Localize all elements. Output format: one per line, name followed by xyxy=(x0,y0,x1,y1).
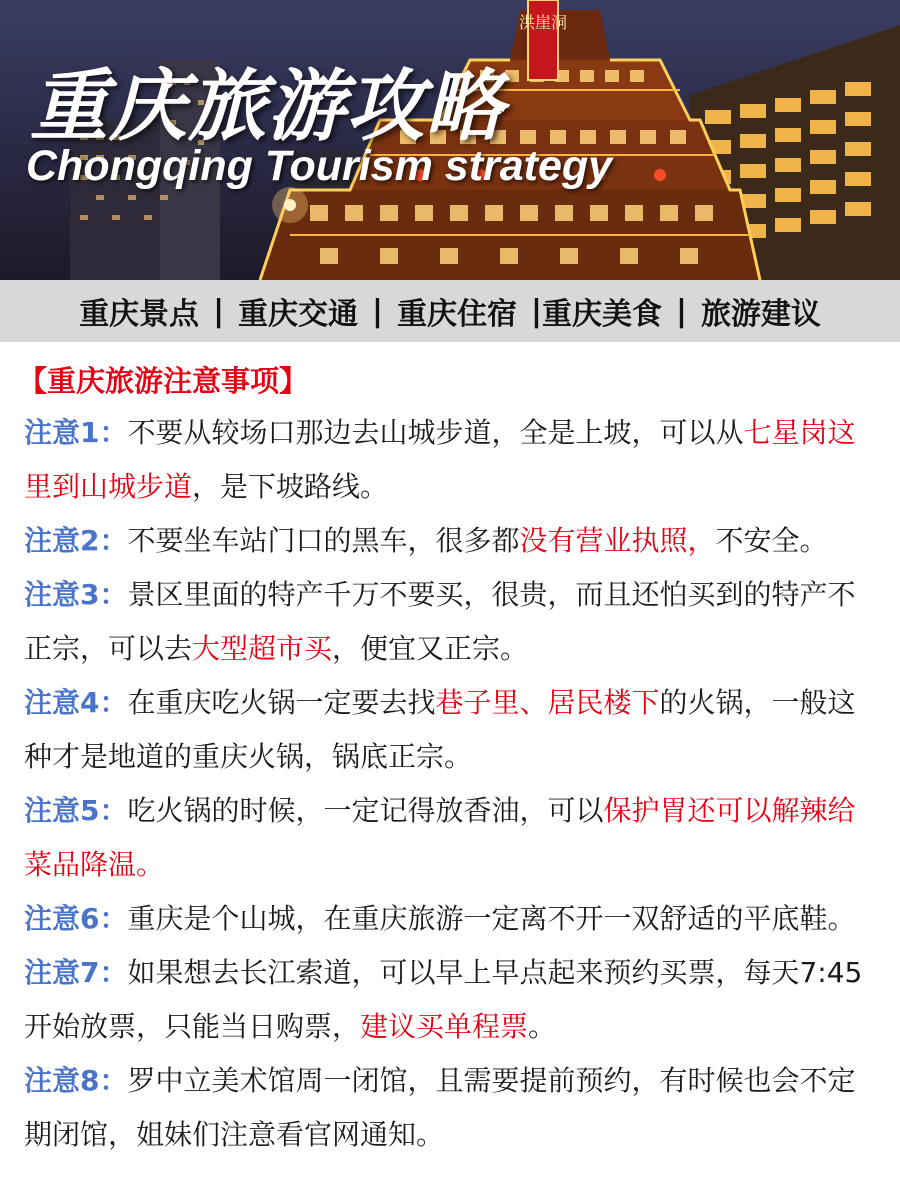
note-highlight: 大型超市买 xyxy=(192,632,333,665)
note-label: 注意6： xyxy=(24,902,128,935)
note-label: 注意7： xyxy=(24,956,128,989)
note-highlight: 建议买单程票 xyxy=(360,1010,529,1043)
nav-separator: | xyxy=(531,293,542,329)
hongyadong-sign: 洪崖洞 xyxy=(518,13,568,32)
page-title: 重庆旅游攻略 xyxy=(30,62,505,152)
note-label: 注意1： xyxy=(24,416,128,449)
nav-separator: | xyxy=(372,293,383,329)
nav-item-tips[interactable]: 旅游建议 xyxy=(700,297,821,332)
note-text: 不安全。 xyxy=(715,524,828,557)
note-item xyxy=(24,568,878,676)
section-title: 【重庆旅游注意事项】 xyxy=(18,364,309,398)
hero-banner xyxy=(0,0,900,280)
note-text: 的火锅，一般这种才是地道的重庆火锅，锅底正宗。 xyxy=(24,686,856,773)
note-highlight: 没有营业执照， xyxy=(519,524,716,557)
note-label: 注意3： xyxy=(24,578,128,611)
nav-separator: | xyxy=(213,293,225,329)
note-item xyxy=(24,514,878,568)
notes-section xyxy=(0,342,900,1162)
note-highlight: 七星岗这里到山城步道 xyxy=(24,416,856,503)
category-nav xyxy=(0,280,900,342)
nav-item-accommodation[interactable]: 重庆住宿 xyxy=(397,297,517,332)
note-text: 罗中立美术馆周一闭馆，且需要提前预约，有时候也会不定期闭馆，姐妹们注意看官网通知。 xyxy=(24,1064,856,1151)
note-highlight: 保护胃还可以解辣给菜品降温。 xyxy=(24,794,856,881)
note-label: 注意5： xyxy=(24,794,128,827)
note-item xyxy=(24,676,878,784)
note-text: 。 xyxy=(528,1010,557,1043)
note-text: ，便宜又正宗。 xyxy=(332,632,529,665)
nav-item-attractions[interactable]: 重庆景点 xyxy=(79,297,200,332)
note-label: 注意8： xyxy=(24,1064,128,1097)
note-text: 在重庆吃火锅一定要去找 xyxy=(127,686,436,719)
note-item xyxy=(24,1054,878,1162)
note-item xyxy=(24,892,878,946)
note-text: 重庆是个山城，在重庆旅游一定离不开一双舒适的平底鞋。 xyxy=(127,902,856,935)
note-item xyxy=(24,784,878,892)
note-text: ，是下坡路线。 xyxy=(192,470,389,503)
note-text: 不要坐车站门口的黑车，很多都 xyxy=(127,524,520,557)
note-label: 注意2： xyxy=(24,524,128,557)
note-text: 景区里面的特产千万不要买，很贵，而且还怕买到的特产不正宗，可以去 xyxy=(24,578,856,665)
page-subtitle: Chongqing Tourism strategy xyxy=(26,142,613,190)
nav-separator: | xyxy=(675,293,687,329)
note-label: 注意4： xyxy=(24,686,128,719)
note-highlight: 巷子里、居民楼下 xyxy=(435,686,660,719)
note-item xyxy=(24,406,878,514)
note-item xyxy=(24,946,878,1054)
note-text: 吃火锅的时候，一定记得放香油，可以 xyxy=(127,794,604,827)
note-text: 如果想去长江索道，可以早上早点起来预约买票，每天7:45开始放票，只能当日购票， xyxy=(24,956,863,1043)
note-text: 不要从较场口那边去山城步道，全是上坡，可以从 xyxy=(127,416,744,449)
nav-item-transport[interactable]: 重庆交通 xyxy=(238,297,359,332)
nav-item-food[interactable]: 重庆美食 xyxy=(541,297,662,332)
